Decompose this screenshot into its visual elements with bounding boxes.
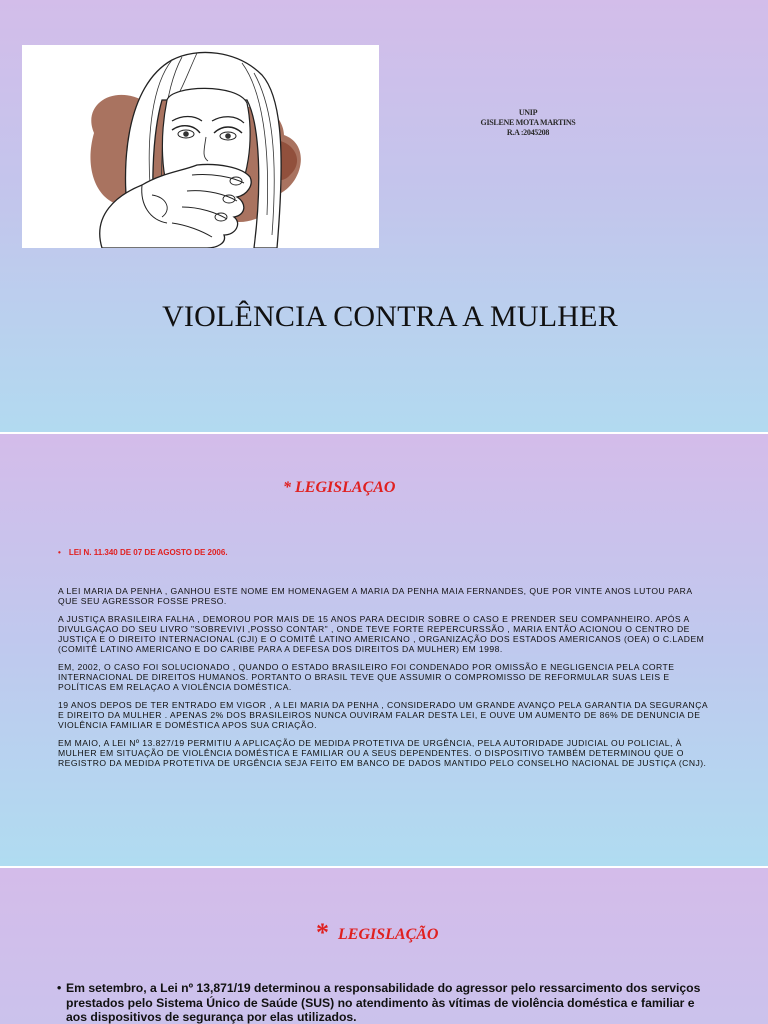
asterisk-icon: * — [316, 918, 329, 947]
paragraph-list — [58, 586, 710, 775]
author-name: GISLENE MOTA MARTINS — [480, 118, 576, 127]
list-item-text: Em setembro, a Lei nº 13,871/19 determinou a responsabilidade do agressor pelo ressarcimento dos serviços prestados pelo Sistema Único de Saúde (SUS) no atendimento às vítimas de violência doméstica e familiar e aos dispositivos de segurança por elas utilizados. — [66, 981, 701, 1024]
section-heading: LEGISLAÇÃO — [338, 926, 439, 943]
woman-covering-mouth-illustration — [22, 45, 379, 248]
legislation-slide — [0, 434, 768, 866]
paragraph: 19 ANOS DEPOS DE TER ENTRADO EM VIGOR , A LEI MARIA DA PENHA , CONSIDERADO UM GRANDE AVANÇO PELA GARANTIA DA SEGURANÇA E DIREITO DA MULHER . APENAS 2% DOS BRASILEIROS NUNCA OUVIRAM FALAR DESTA LEI, E OUVE UM AUMENTO DE 86% DE DENUNCIA DE VIOLÊNCIA FAMILIAR E DOMÉSTICA APOS SUA CRIAÇÃO. — [58, 699, 708, 731]
author-ra: R.A :2045208 — [506, 128, 550, 137]
law-title-item — [58, 548, 228, 557]
paragraph: A LEI MARIA DA PENHA , GANHOU ESTE NOME EM HOMENAGEM A MARIA DA PENHA MAIA FERNANDES, QUE POR VINTE ANOS LUTOU PARA QUE SEU AGRESSOR FOSSE PRESO. — [58, 586, 693, 607]
paragraph: EM, 2002, O CASO FOI SOLUCIONADO , QUANDO O ESTADO BRASILEIRO FOI CONDENADO POR OMISSÃO E NEGLIGENCIA PELA CORTE INTERNACIONAL DE DIREITOS HUMANOS. PORTANTO O BRASIL TEVE QUE ASSUMIR O COMPROMISSO DE REFORMULAR SUAS LEIS E POLÍTICAS EM RELAÇAO A VIOLÊNCIA DOMÉSTICA. — [58, 661, 675, 693]
law-title: LEI N. 11.340 DE 07 DE AGOSTO DE 2006. — [68, 548, 228, 557]
bullet-icon: • — [57, 981, 62, 995]
slide-title: VIOLÊNCIA CONTRA A MULHER — [162, 300, 618, 333]
paragraph: EM MAIO, A LEI Nº 13.827/19 PERMITIU A APLICAÇÃO DE MEDIDA PROTETIVA DE URGÊNCIA, PELA AUTORIDADE JUDICIAL OU POLICIAL, À MULHER EM SITUAÇÃO DE VIOLÊNCIA DOMÉSTICA E FAMILIAR OU A SEUS DEPENDENTES. O DISPOSITIVO TAMBÉM DETERMINOU QUE O REGISTRO DA MEDIDA PROTETIVA DE URGÊNCIA SEJA FEITO EM BANCO DE DADOS MANTIDO PELO CONSELHO NACIONAL DE JUSTIÇA (CNJ). — [58, 737, 707, 769]
legislation-slide-2 — [0, 868, 768, 1024]
bullet-icon: • — [58, 548, 61, 557]
author-info — [440, 108, 616, 138]
illustration-svg — [22, 45, 379, 248]
list-item — [57, 981, 717, 1024]
author-institution: UNIP — [518, 108, 538, 117]
paragraph: A JUSTIÇA BRASILEIRA FALHA , DEMOROU POR MAIS DE 15 ANOS PARA DECIDIR SOBRE O CASO E PRENDER SEU COMPANHEIRO. APÓS A DIVULGAÇAO DO SEU LIVRO "SOBREVIVI ,POSSO CONTAR" , ONDE TEVE FORTE REPERCURSSÃO , MARIA ENTÃO ACIONOU O CENTRO DE JUSTIÇA E O DIREITO INTERNACIONAL (CJI) E O COMITÊ LATINO AMERICANO , ORGANIZAÇÃO DOS ESTADOS AMERICANOS (OEA) O C.LADEM (COMITÊ LATINO AMERICANO E DO CARIBE PARA A DEFESA DOS DIREITOS DA MULHER) EM 1998. — [58, 613, 705, 655]
section-heading: * LEGISLAÇAO — [283, 479, 396, 496]
title-slide — [0, 0, 768, 432]
